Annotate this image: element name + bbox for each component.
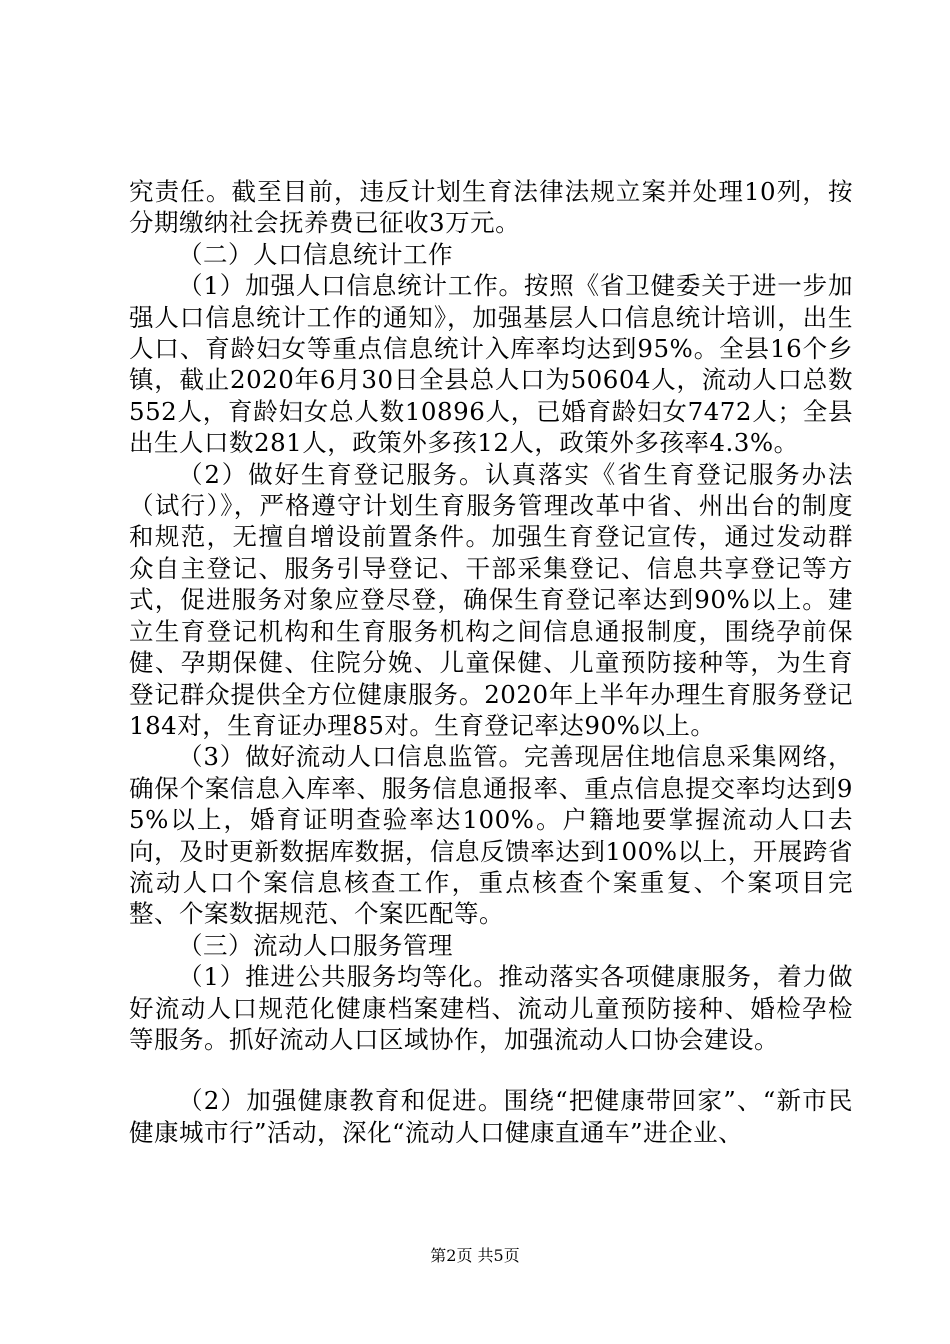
- document-body: [129, 176, 853, 1148]
- section-heading-population-statistics: （二）人口信息统计工作: [178, 239, 453, 269]
- page-footer: 第2页 共5页: [430, 1246, 520, 1265]
- paragraph-statistics: （1）加强人口信息统计工作。按照《省卫健委关于进一步加强人口信息统计工作的通知》，加强基层人口信息统计培训，出生人口、育龄妇女等重点信息统计入库率均达到95%。全县16个乡镇，截止2020年6月30日全县总人口为50604人，流动人口总数552人，育龄妇女总人数10896人，已婚育龄妇女7472人；全县出生人口数281人，政策外多孩12人，政策外多孩率4.3%。: [129, 271, 853, 458]
- section-heading-floating-population-service: （三）流动人口服务管理: [178, 930, 453, 960]
- paragraph-continuation: 究责任。截至目前，违反计划生育法律法规立案并处理10列，按分期缴纳社会抚养费已征收3万元。: [129, 177, 853, 238]
- paragraph-public-service: （1）推进公共服务均等化。推动落实各项健康服务，着力做好流动人口规范化健康档案建档、流动儿童预防接种、婚检孕检等服务。抓好流动人口区域协作，加强流动人口协会建设。: [129, 962, 853, 1054]
- paragraph-floating-population-monitoring: （3）做好流动人口信息监管。完善现居住地信息采集网络，确保个案信息入库率、服务信息通报率、重点信息提交率均达到95%以上，婚育证明查验率达100%。户籍地要掌握流动人口去向，及时更新数据库数据，信息反馈率达到100%以上，开展跨省流动人口个案信息核查工作，重点核查个案重复、个案项目完整、个案数据规范、个案匹配等。: [129, 742, 853, 929]
- paragraph-health-education: （2）加强健康教育和促进。围绕“把健康带回家”、“新市民健康城市行”活动，深化“流动人口健康直通车”进企业、: [129, 1086, 853, 1147]
- paragraph-birth-registration: （2）做好生育登记服务。认真落实《省生育登记服务办法（试行）》，严格遵守计划生育服务管理改革中省、州出台的制度和规范，无擅自增设前置条件。加强生育登记宣传，通过发动群众自主登记、服务引导登记、干部采集登记、信息共享登记等方式，促进服务对象应登尽登，确保生育登记率达到90%以上。建立生育登记机构和生育服务机构之间信息通报制度，围绕孕前保健、孕期保健、住院分娩、儿童保健、儿童预防接种等，为生育登记群众提供全方位健康服务。2020年上半年办理生育服务登记184对，生育证办理85对。生育登记率达90%以上。: [129, 459, 853, 740]
